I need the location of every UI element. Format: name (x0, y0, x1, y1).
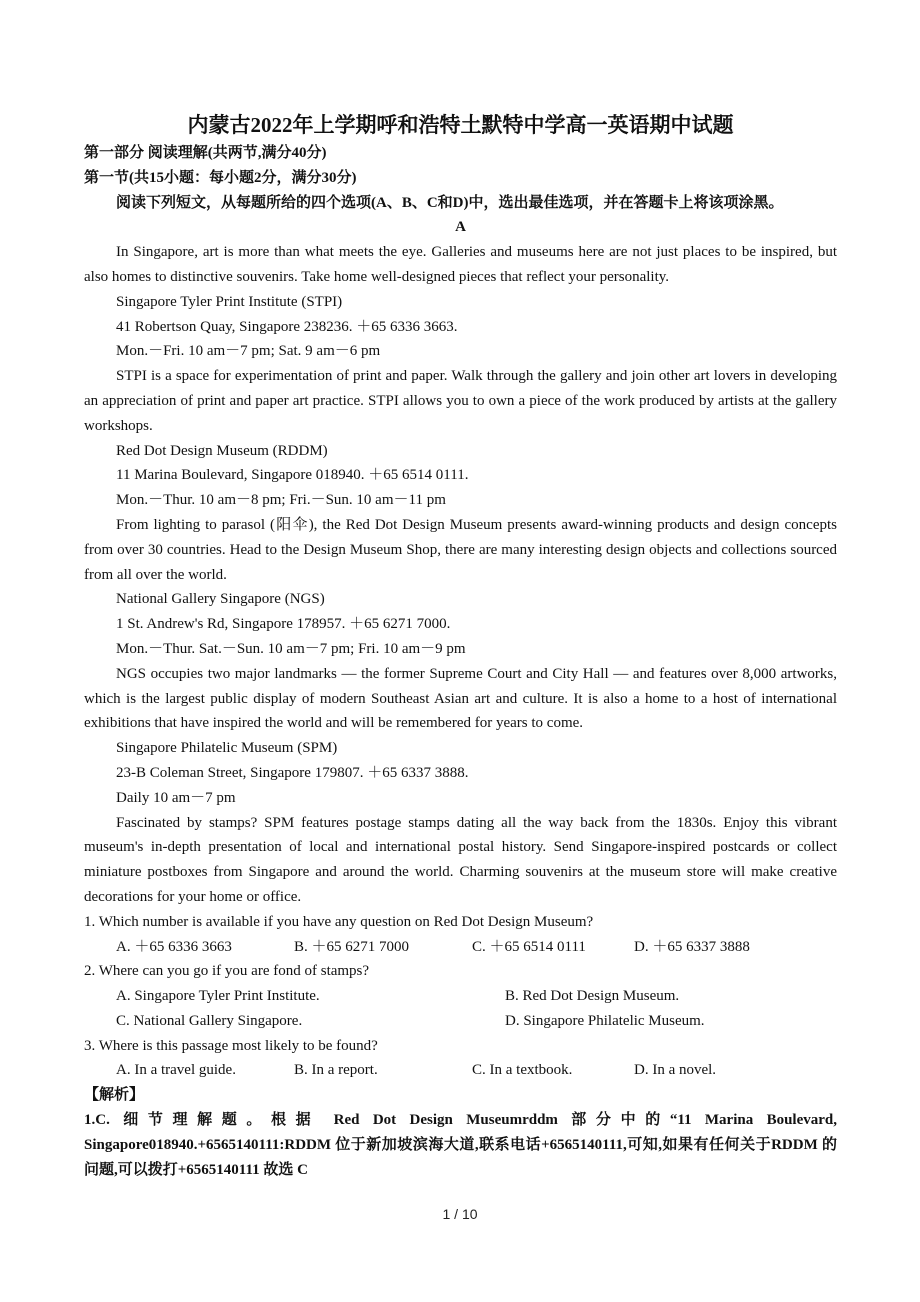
venue-ngs (84, 587, 837, 736)
question-options (84, 1058, 837, 1083)
question-stem: 1. Which number is available if you have any question on Red Dot Design Museum? (84, 913, 594, 930)
venue-spm (84, 736, 837, 910)
exam-title: 内蒙古2022年上学期呼和浩特土默特中学高一英语期中试题 (187, 113, 734, 137)
venue-description: STPI is a space for experimentation of print and paper. Walk through the gallery and join other art lovers in developing an appreciation of print and paper art practice. STPI allows you to own a piece of the work produced by artists at the gallery workshops. (84, 368, 837, 434)
venue-rddm (84, 439, 837, 588)
option-b: B. In a report. (294, 1062, 378, 1079)
analysis-text: 1.C. 细节理解题。根据 Red Dot Design Museumrddm 部分中的“11 Marina Boulevard, Singapore018940.+6565140111:RDDM 位于新加坡滨海大道,联系电话+6565140111,可知,如果有任何关于RDDM 的问题,可以拨打+6565140111 故选 C (84, 1112, 837, 1178)
option-b: B. Red Dot Design Museum. (505, 988, 680, 1005)
option-d: D. Singapore Philatelic Museum. (505, 1012, 705, 1029)
question-options (84, 935, 837, 960)
option-a: A. In a travel guide. (116, 1062, 236, 1079)
option-c: C. ＋65 6514 0111 (472, 938, 586, 955)
question-3 (84, 1034, 837, 1084)
question-2 (84, 959, 837, 1033)
venue-name: Singapore Tyler Print Institute (STPI) (116, 293, 343, 310)
venue-description: NGS occupies two major landmarks — the former Supreme Court and City Hall — and features over 8,000 artworks, which is the largest public display of modern Southeast Asian art and culture. It is also a home to a host of international exhibitions that have inspired the world and will be remembered for years to come. (84, 665, 837, 732)
option-d: D. In a novel. (634, 1062, 717, 1079)
option-c: C. National Gallery Singapore. (116, 1012, 303, 1029)
venue-address: 41 Robertson Quay, Singapore 238236. ＋65 6336 3663. (116, 318, 458, 335)
venue-address: 23-B Coleman Street, Singapore 179807. ＋65 6337 3888. (116, 764, 469, 781)
option-b: B. ＋65 6271 7000 (294, 938, 410, 955)
question-stem: 2. Where can you go if you are fond of stamps? (84, 963, 370, 980)
venue-address: 11 Marina Boulevard, Singapore 018940. ＋65 6514 0111. (116, 467, 469, 484)
question-options (84, 984, 837, 1034)
venue-address: 1 St. Andrew's Rd, Singapore 178957. ＋65 6271 7000. (116, 616, 451, 633)
option-a: A. ＋65 6336 3663 (116, 938, 232, 955)
venue-hours: Daily 10 am－7 pm (116, 789, 236, 806)
venue-hours: Mon.－Thur. 10 am－8 pm; Fri.－Sun. 10 am－11 pm (116, 492, 446, 509)
passage-intro: In Singapore, art is more than what meets the eye. Galleries and museums here are not just places to be inspired, but also homes to distinctive souvenirs. Take home well-designed pieces that reflect your personality. (84, 244, 837, 285)
page-content (84, 110, 837, 1182)
venue-name: Red Dot Design Museum (RDDM) (116, 442, 328, 459)
instructions: 阅读下列短文，从每题所给的四个选项(A、B、C和D)中，选出最佳选项，并在答题卡上将该项涂黑。 (116, 194, 784, 211)
venue-description: From lighting to parasol (阳伞), the Red Dot Design Museum presents award-winning products and design concepts from over 30 countries. Head to the Design Museum Shop, there are many interesting design objects and collections sourced from all over the world. (84, 516, 837, 583)
passage-label: A (455, 219, 466, 236)
section-heading: 第一节(共15小题：每小题2分，满分30分) (84, 169, 357, 186)
venue-hours: Mon.－Fri. 10 am－7 pm; Sat. 9 am－6 pm (116, 343, 381, 360)
page-number: 1 / 10 (442, 1206, 478, 1222)
option-c: C. In a textbook. (472, 1062, 573, 1079)
question-1 (84, 910, 837, 960)
venue-stpi (84, 290, 837, 439)
venue-hours: Mon.－Thur. Sat.－Sun. 10 am－7 pm; Fri. 10 am－9 pm (116, 640, 466, 657)
option-a: A. Singapore Tyler Print Institute. (116, 988, 320, 1005)
venue-name: National Gallery Singapore (NGS) (116, 591, 325, 608)
venue-description: Fascinated by stamps? SPM features postage stamps dating all the way back from the 1830s. Enjoy this vibrant museum's in-depth presentation of local and international postal history. Send Singapore-inspired postcards or collect miniature postboxes from Singapore and around the world. Charming souvenirs at the museum store will make creative decorations for your home or office. (84, 814, 837, 905)
question-stem: 3. Where is this passage most likely to be found? (84, 1037, 378, 1054)
analysis-label: 【解析】 (84, 1087, 145, 1104)
part-heading: 第一部分 阅读理解(共两节,满分40分) (84, 145, 327, 161)
venue-name: Singapore Philatelic Museum (SPM) (116, 740, 338, 757)
option-d: D. ＋65 6337 3888 (634, 938, 750, 955)
